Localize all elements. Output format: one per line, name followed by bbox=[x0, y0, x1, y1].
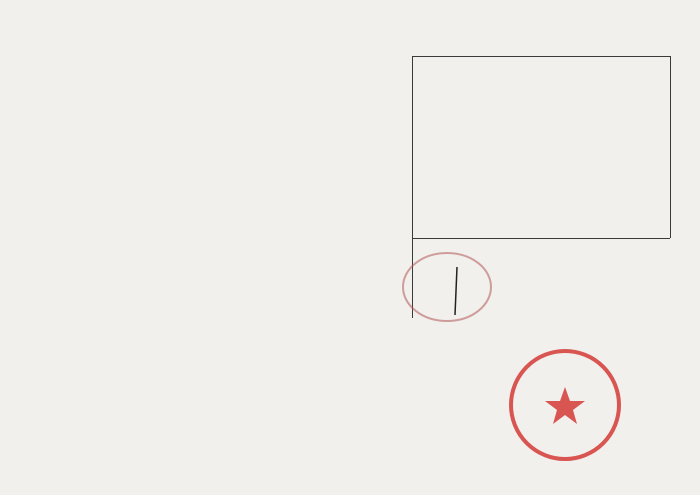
official-seal bbox=[505, 345, 625, 465]
notice-box-left-border bbox=[412, 56, 413, 238]
annual-inspection-stamp bbox=[395, 245, 505, 325]
notice-box-top-border bbox=[412, 56, 670, 57]
notice-box-right-border bbox=[670, 56, 671, 238]
seal-star-icon bbox=[545, 387, 585, 424]
annual-box-top-border bbox=[412, 238, 670, 239]
